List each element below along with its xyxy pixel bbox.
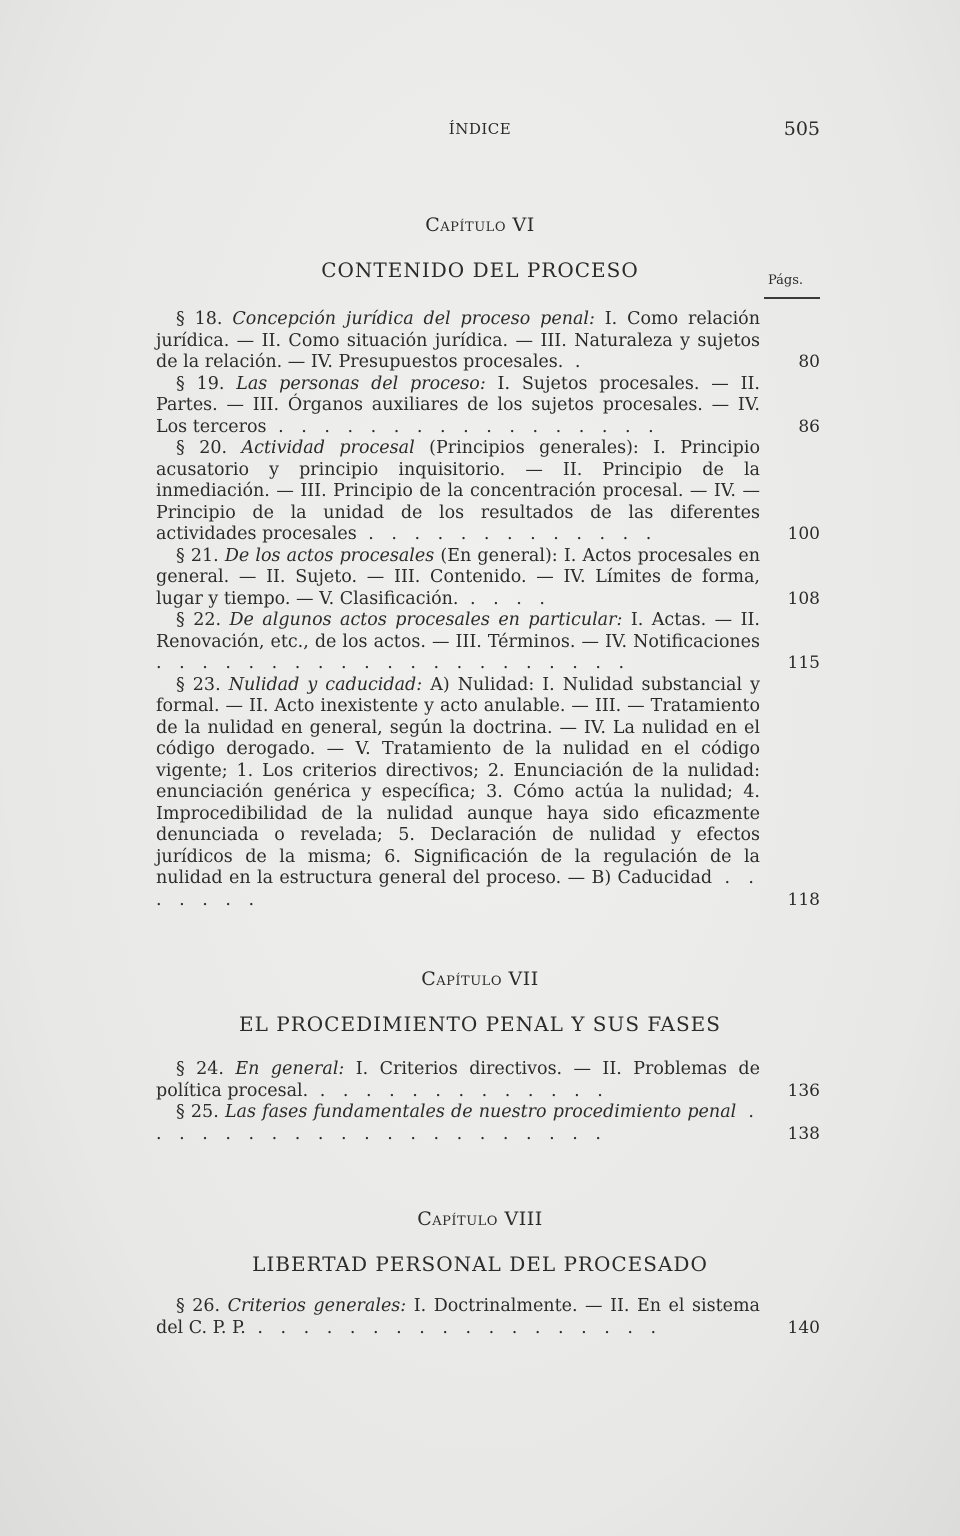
toc-entry-text bbox=[156, 374, 760, 439]
section-heading: Criterios generales: bbox=[227, 1296, 407, 1316]
chapter-label: Capítulo VI bbox=[425, 214, 535, 236]
chapter-title: EL PROCEDIMIENTO PENAL Y SUS FASES bbox=[239, 1012, 721, 1036]
chapter-label: Capítulo VIII bbox=[417, 1208, 543, 1230]
section-summary: I. Criterios directivos. — II. Problemas de política procesal. bbox=[156, 1059, 760, 1101]
section-heading: De los actos procesales bbox=[224, 545, 435, 566]
toc-entry-text bbox=[156, 546, 760, 611]
toc-entry-text bbox=[156, 438, 760, 546]
toc-entry-text bbox=[156, 675, 760, 912]
dot-leader: . . . . . . . . . . . . . . . . . . . . . bbox=[156, 653, 631, 673]
section-heading: De algunos actos procesales en particular: bbox=[229, 610, 623, 630]
dot-leader: . . . . . . . . . . . . . . . . . bbox=[266, 416, 660, 437]
toc-entry-text bbox=[156, 309, 760, 374]
section-heading: En general: bbox=[235, 1059, 345, 1079]
section-summary: I. Actas. — II. Renovación, etc., de los actos. — III. Términos. — IV. Notificaciones bbox=[156, 610, 760, 652]
section-heading: Nulidad y caducidad: bbox=[228, 674, 423, 695]
section-number: § 21. bbox=[176, 545, 225, 566]
section-number: § 20. bbox=[176, 438, 242, 458]
toc-entry bbox=[156, 546, 820, 611]
toc-entry bbox=[156, 374, 820, 439]
dot-leader: . . . . . . . . . . . . . . . . . . bbox=[245, 1317, 663, 1338]
section-summary: (Principios generales): I. Principio acusatorio y principio inquisitorio. — II. Principio de la inmediación. — III. Principio de la concentración procesal. — IV. — Principio de la unidad de los resultados de las diferentes actividades procesales bbox=[156, 438, 760, 544]
page-reference: 115 bbox=[787, 653, 820, 673]
chapter-title: LIBERTAD PERSONAL DEL PROCESADO bbox=[252, 1252, 708, 1276]
dot-leader: . . . . . . . . . . . . . . . . . . . . . bbox=[156, 1102, 760, 1144]
toc-entry bbox=[156, 1059, 820, 1102]
toc-list bbox=[156, 1296, 820, 1339]
toc-entry bbox=[156, 309, 820, 374]
dot-leader: . . . . . . . . . . . . . bbox=[356, 524, 658, 544]
section-heading: Las personas del proceso: bbox=[236, 373, 486, 394]
toc-entry bbox=[156, 610, 820, 675]
dot-leader: . bbox=[563, 352, 587, 372]
section-number: § 18. bbox=[176, 309, 233, 329]
toc-entry-text bbox=[156, 1296, 760, 1339]
toc-list bbox=[156, 309, 820, 911]
section-summary: (En general): I. Actos procesales en general. — II. Sujeto. — III. Contenido. — IV. Límites de forma, lugar y tiempo. — V. Clasificación. bbox=[156, 545, 760, 609]
pages-column-rule bbox=[764, 297, 820, 299]
page-reference: 100 bbox=[787, 524, 820, 544]
page-reference: 136 bbox=[787, 1080, 820, 1101]
page-number: 505 bbox=[783, 118, 820, 140]
page-reference: 138 bbox=[787, 1123, 820, 1144]
toc-entry-text bbox=[156, 610, 760, 675]
pages-column-label: Págs. bbox=[768, 273, 804, 288]
section-heading: Concepción jurídica del proceso penal: bbox=[232, 309, 595, 329]
section-heading: Las fases fundamentales de nuestro procedimiento penal bbox=[224, 1102, 737, 1122]
section-summary: A) Nulidad: I. Nulidad substancial y formal. — II. Acto inexistente y acto anulable. — III. — Tratamiento de la nulidad en general, según la doctrina. — IV. La nulidad en el código derogado. — V. Tratamiento de la nulidad en el código vigente; 1. Los criterios directivos; 2. Enunciación de la nulidad: enunciación genérica y específica; 3. Cómo actúa la nulidad; 4. Improcedibilidad de la nulidad aunque haya sido eficazmente denunciada o revelada; 5. Declaración de nulidad y efectos jurídicos de la misma; 6. Significación de la regulación de la nulidad en la estructura general del proceso. — B) Caducidad bbox=[156, 674, 760, 888]
section-number: § 19. bbox=[176, 373, 237, 394]
running-title: ÍNDICE bbox=[448, 120, 512, 138]
dot-leader: . . . . bbox=[458, 588, 551, 609]
toc-entry-text bbox=[156, 1102, 760, 1145]
section-number: § 24. bbox=[176, 1059, 236, 1079]
page-reference: 108 bbox=[787, 588, 820, 609]
section-summary: I. Como relación jurídica. — II. Como situación jurídica. — III. Naturaleza y sujetos de la relación. — IV. Presupuestos procesales. bbox=[156, 309, 760, 372]
section-number: § 22. bbox=[176, 610, 230, 630]
page-reference: 80 bbox=[798, 352, 820, 372]
section-heading: Actividad procesal bbox=[241, 438, 415, 458]
page-reference: 86 bbox=[798, 416, 820, 437]
chapter-title: CONTENIDO DEL PROCESO bbox=[321, 258, 639, 282]
section-number: § 23. bbox=[176, 674, 229, 695]
page-reference: 140 bbox=[787, 1317, 820, 1338]
toc-entry bbox=[156, 1102, 820, 1145]
toc-entry bbox=[156, 1296, 820, 1339]
toc-entry bbox=[156, 438, 820, 546]
page-reference: 118 bbox=[787, 889, 820, 910]
toc-entry-text bbox=[156, 1059, 760, 1102]
running-head bbox=[0, 118, 960, 142]
section-summary: I. Doctrinalmente. — II. En el sistema del C. P. P. bbox=[156, 1296, 760, 1338]
section-number: § 25. bbox=[176, 1102, 225, 1122]
dot-leader: . . . . . . . . . . . . . bbox=[308, 1080, 609, 1101]
chapter-label: Capítulo VII bbox=[421, 968, 539, 990]
section-number: § 26. bbox=[176, 1296, 228, 1316]
toc-list bbox=[156, 1059, 820, 1145]
section-summary: I. Sujetos procesales. — II. Partes. — III. Órganos auxiliares de los sujetos procesales. — IV. Los terceros bbox=[156, 373, 760, 437]
dot-leader: . . . . . . . bbox=[156, 868, 760, 910]
toc-entry bbox=[156, 675, 820, 912]
